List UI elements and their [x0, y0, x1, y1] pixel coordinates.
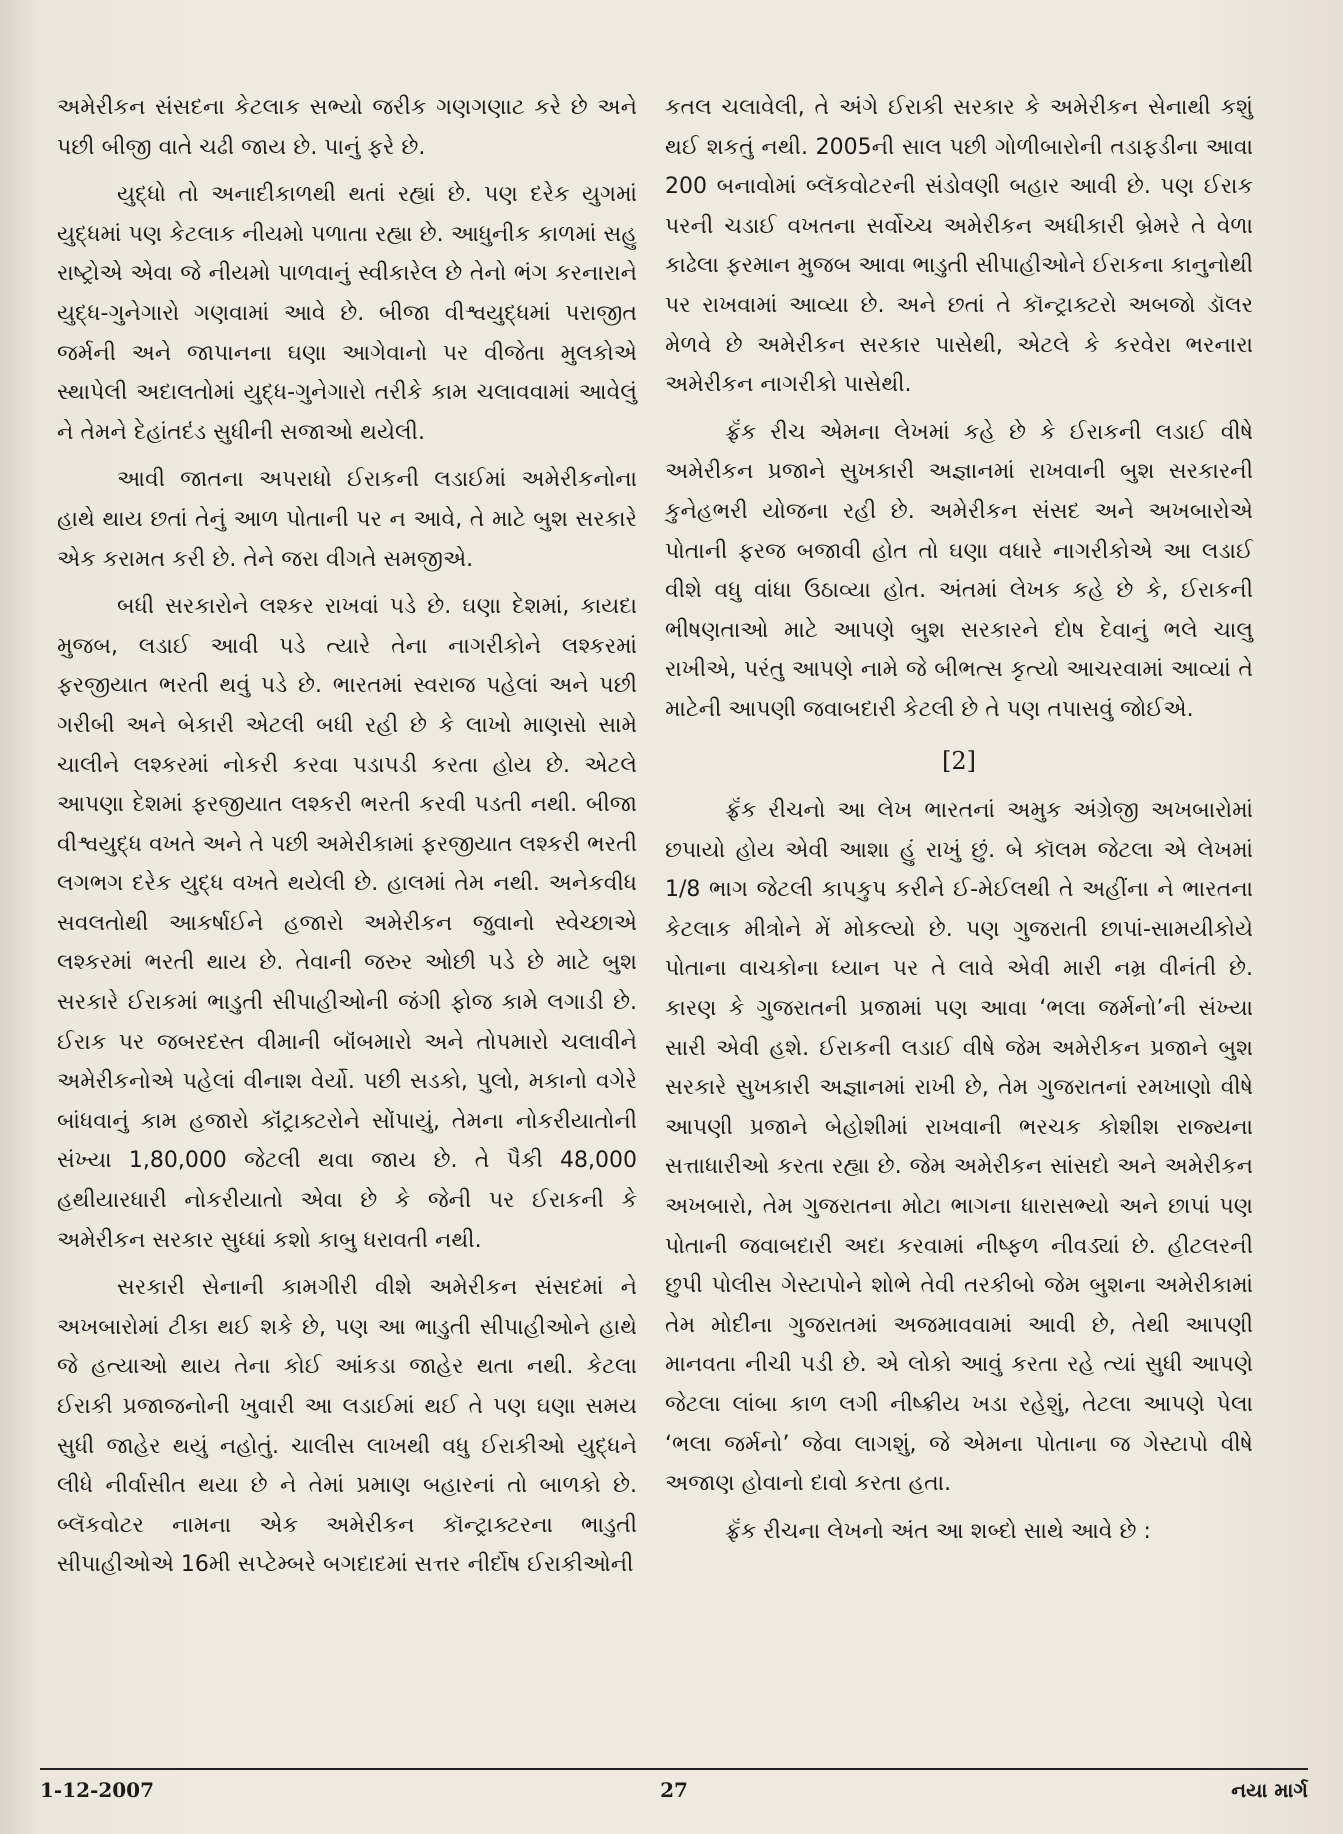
journal-name: નયા માર્ગ [1231, 1778, 1308, 1802]
left-column [57, 88, 637, 1593]
page-number: 27 [660, 1778, 688, 1802]
paragraph: ફ્રૅંક રીચનો આ લેખ ભારતનાં અમુક અંગ્રેજી અખબારોમાં છપાયો હોય એવી આશા હું રાખું છું. બે કૉલમ જેટલા એ લેખમાં 1/8 ભાગ જેટલી કાપકુપ કરીને ઈ-મેઈલથી તે અહીંના ને ભારતના કેટલાક મીત્રોને મેં મોકલ્યો છે. પણ ગુજરાતી છાપાં-સામયીકોયે પોતાના વાચકોના ધ્યાન પર તે લાવે એવી મારી નમ્ર વીનંતી છે. કારણ કે ગુજરાતની પ્રજામાં પણ આવા ‘ભલા જર્મનો’ની સંખ્યા સારી એવી હશે. ઈરાકની લડાઈ વીષે જેમ અમેરીકન પ્રજાને બુશ સરકારે સુખકારી અજ્ઞાનમાં રાખી છે, તેમ ગુજરાતનાં રમખાણો વીષે આપણી પ્રજાને બેહોશીમાં રાખવાની ભરચક કોશીશ રાજ્યના સત્તાધારીઓ કરતા રહ્યા છે. જેમ અમેરીકન સાંસદો અને અમેરીકન અખબારો, તેમ ગુજરાતના મોટા ભાગના ધારાસભ્યો અને છાપાં પણ પોતાની જવાબદારી અદા કરવામાં નીષ્ફળ નીવડ્યાં છે. હીટલરની છુપી પોલીસ ગેસ્ટાપોને શોભે તેવી તરકીબો જેમ બુશના અમેરીકામાં તેમ મોદીના ગુજરાતમાં અજમાવવામાં આવી છે, તેથી આપણી માનવતા નીચી પડી છે. એ લોકો આવું કરતા રહે ત્યાં સુધી આપણે જેટલા લાંબા કાળ લગી નીષ્ક્રીય ખડા રહેશું, તેટલા આપણે પેલા ‘ભલા જર્મનો’ જેવા લાગશું, જે એમના પોતાના જ ગેસ્ટાપો વીષે અજાણ હોવાનો દાવો કરતા હતા. [665, 798, 1253, 1497]
paragraph: ફ્રૅંક રીચ એમના લેખમાં કહે છે કે ઈરાકની લડાઈ વીષે અમેરીકન પ્રજાને સુખકારી અજ્ઞાનમાં રાખવાની બુશ સરકારની કુનેહભરી યોજના રહી છે. અમેરીકન સંસદ અને અખબારોએ પોતાની ફરજ બજાવી હોત તો ઘણા વધારે નાગરીકોએ આ લડાઈ વીશે વધુ વાંધા ઉઠાવ્યા હોત. અંતમાં લેખક કહે છે કે, ઈરાકની ભીષણતાઓ માટે આપણે બુશ સરકારને દોષ દેવાનું ભલે ચાલુ રાખીએ, પરંતુ આપણે નામે જે બીભત્સ કૃત્યો આચરવામાં આવ્યાં તે માટેની આપણી જવાબદારી કેટલી છે તે પણ તપાસવું જોઈએ. [665, 419, 1253, 722]
paragraph: સરકારી સેનાની કામગીરી વીશે અમેરીકન સંસદમાં ને અખબારોમાં ટીકા થઈ શકે છે, પણ આ ભાડુતી સીપાહીઓને હાથે જે હત્યાઓ થાય તેના કોઈ આંકડા જાહેર થતા નથી. કેટલા ઈરાકી પ્રજાજનોની ખુવારી આ લડાઈમાં થઈ તે પણ ઘણા સમય સુધી જાહેર થયું નહોતું. ચાલીસ લાખથી વધુ ઈરાકીઓ યુદ્ધને લીધે નીર્વાસીત થયા છે ને તેમાં પ્રમાણ બહારનાં તો બાળકો છે. બ્લૅકવોટર નામના એક અમેરીકન કૉન્ટ્રાક્ટરના ભાડુતી સીપાહીઓએ 16મી સપ્ટેમ્બરે બગદાદમાં સત્તર નીર્દોષ ઈરાકીઓની [57, 1275, 637, 1578]
paragraph: કતલ ચલાવેલી, તે અંગે ઈરાકી સરકાર કે અમેરીકન સેનાથી કશું થઈ શકતું નથી. 2005ની સાલ પછી ગોળીબારોની તડાફડીના આવા 200 બનાવોમાં બ્લૅકવોટરની સંડોવણી બહાર આવી છે. પણ ઈરાક પરની ચડાઈ વખતના સર્વોચ્ચ અમેરીકન અધીકારી બ્રેમરે તે વેળા કાઢેલા ફરમાન મુજબ આવા ભાડુતી સીપાહીઓને ઈરાકના કાનુનોથી પર રાખવામાં આવ્યા છે. અને છતાં તે કૉન્ટ્રાક્ટરો અબજો ડૉલર મેળવે છે અમેરીકન સરકાર પાસેથી, એટલે કે કરવેરા ભરનારા અમેરીકન નાગરીકો પાસેથી. [665, 95, 1253, 398]
footer-rule [40, 1768, 1308, 1770]
paragraph: બધી સરકારોને લશ્કર રાખવાં પડે છે. ઘણા દેશમાં, કાયદા મુજબ, લડાઈ આવી પડે ત્યારે તેના નાગરીકોને લશ્કરમાં ફરજીયાત ભરતી થવું પડે છે. ભારતમાં સ્વરાજ પહેલાં અને પછી ગરીબી અને બેકારી એટલી બધી રહી છે કે લાખો માણસો સામે ચાલીને લશ્કરમાં નોકરી કરવા પડાપડી કરતા હોય છે. એટલે આપણા દેશમાં ફરજીયાત લશ્કરી ભરતી કરવી પડતી નથી. બીજા વીશ્વયુદ્ધ વખતે અને તે પછી અમેરીકામાં ફરજીયાત લશ્કરી ભરતી લગભગ દરેક યુદ્ધ વખતે થયેલી છે. હાલમાં તેમ નથી. અનેકવીધ સવલતોથી આકર્ષાઈને હજારો અમેરીકન જુવાનો સ્વેચ્છાએ લશ્કરમાં ભરતી થાય છે. તેવાની જરુર ઓછી પડે છે માટે બુશ સરકારે ઈરાકમાં ભાડુતી સીપાહીઓની જંગી ફોજ કામે લગાડી છે. ઈરાક પર જબરદસ્ત વીમાની બૉંબમારો અને તોપમારો ચલાવીને અમેરીકનોએ પહેલાં વીનાશ વેર્યો. પછી સડકો, પુલો, મકાનો વગેરે બાંધવાનું કામ હજારો કૉંટ્રાક્ટરોને સોંપાયું, તેમના નોકરીયાતોની સંખ્યા 1,80,000 જેટલી થવા જાય છે. તે પૈકી 48,000 હથીયારધારી નોકરીયાતો એવા છે કે જેની પર ઈરાકની કે અમેરીકન સરકાર સુધ્ધાં કશો કાબુ ધરાવતી નથી. [57, 594, 637, 1253]
paragraph: અમેરીકન સંસદના કેટલાક સભ્યો જરીક ગણગણાટ કરે છે અને પછી બીજી વાતે ચઢી જાય છે. પાનું ફરે છે. [57, 95, 637, 160]
paragraph: આવી જાતના અપરાધો ઈરાકની લડાઈમાં અમેરીકનોના હાથે થાય છતાં તેનું આળ પોતાની પર ન આવે, તે માટે બુશ સરકારે એક કરામત કરી છે. તેને જરા વીગતે સમજીએ. [57, 467, 637, 572]
section-marker: [2] [942, 746, 976, 775]
issue-date: 1-12-2007 [40, 1778, 155, 1802]
page-footer [40, 1778, 1308, 1814]
right-column [665, 88, 1253, 1559]
paragraph: ફ્રૅંક રીચના લેખનો અંત આ શબ્દો સાથે આવે છે : [725, 1518, 1151, 1544]
paragraph: યુદ્ધો તો અનાદીકાળથી થતાં રહ્યાં છે. પણ દરેક યુગમાં યુદ્ધમાં પણ કેટલાક નીયમો પળાતા રહ્યા છે. આધુનીક કાળમાં સહુ રાષ્ટ્રોએ એવા જે નીયમો પાળવાનું સ્વીકારેલ છે તેનો ભંગ કરનારાને યુદ્ધ-ગુનેગારો ગણવામાં આવે છે. બીજા વીશ્વયુદ્ધમાં પરાજીત જર્મની અને જાપાનના ઘણા આગેવાનો પર વીજેતા મુલકોએ સ્થાપેલી અદાલતોમાં યુદ્ધ-ગુનેગારો તરીકે કામ ચલાવવામાં આવેલું ને તેમને દેહાંતદંડ સુધીની સજાઓ થયેલી. [57, 182, 637, 445]
